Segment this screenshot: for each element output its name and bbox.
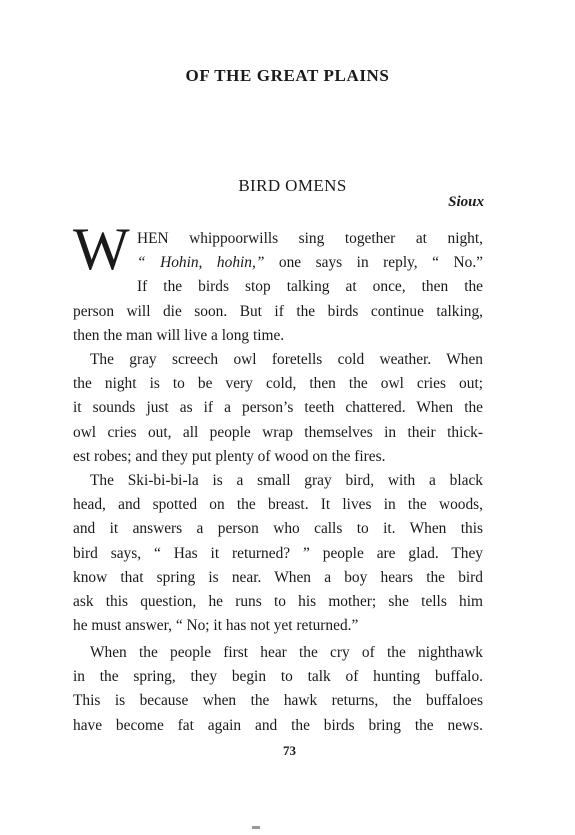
paragraph-3-line: head, and spotted on the breast. It lives in the woods, xyxy=(73,496,483,514)
scan-artifact-mark xyxy=(252,826,260,829)
paragraph-3-line: ask this question, he runs to his mother; she tells him xyxy=(73,592,483,610)
paragraph-4-line: When the people first hear the cry of the nighthawk xyxy=(90,644,483,661)
paragraph-3-line: The Ski-bi-bi-la is a small gray bird, with a black xyxy=(90,472,483,489)
paragraph-2-line: est robes; and they put plenty of wood on the fires. xyxy=(73,447,386,465)
paragraph-4-line: have become fat again and the birds bring the news. xyxy=(73,716,483,734)
paragraph-2 xyxy=(73,348,483,469)
paragraph-2-line: the night is to be very cold, then the owl cries out; xyxy=(73,375,483,393)
paragraph-3 xyxy=(73,469,483,638)
paragraph-1-line-3: If the birds stop talking at once, then the xyxy=(137,278,483,296)
quoted-call: “ Hohin, hohin,” xyxy=(137,254,265,272)
running-head: OF THE GREAT PLAINS xyxy=(185,66,390,85)
paragraph-4-line: This is because when the hawk returns, the buffaloes xyxy=(73,692,483,710)
paragraph-1-line-4: person will die soon. But if the birds continue talking, xyxy=(73,302,483,320)
paragraph-2-line: The gray screech owl foretells cold weather. When xyxy=(90,351,483,368)
paragraph-3-line: and it answers a person who calls to it. When this xyxy=(73,520,483,538)
paragraph-4 xyxy=(73,641,483,738)
paragraph-3-line: he must answer, “ No; it has not yet returned.” xyxy=(73,617,359,635)
paragraph-3-line: know that spring is near. When a boy hears the bird xyxy=(73,568,483,586)
paragraph-1-line-1: HEN whippoorwills sing together at night, xyxy=(137,230,483,247)
drop-cap: W xyxy=(73,216,130,282)
paragraph-3-line: bird says, “ Has it returned? ” people are glad. They xyxy=(73,544,483,562)
paragraph-2-line: it sounds just as if a person’s teeth chattered. When the xyxy=(73,399,483,417)
tribe-attribution: Sioux xyxy=(448,194,484,210)
paragraph-1-line-2-rest: one says in reply, “ No.” xyxy=(264,254,483,272)
paragraph-1 xyxy=(73,227,483,348)
page-number: 73 xyxy=(283,743,296,758)
story-title: BIRD OMENS xyxy=(238,176,347,195)
paragraph-1-line-2 xyxy=(73,251,483,275)
paragraph-4-line: in the spring, they begin to talk of hunting buffalo. xyxy=(73,668,483,686)
paragraph-1-line-5: then the man will live a long time. xyxy=(73,326,285,344)
paragraph-2-line: owl cries out, all people wrap themselves in their thick- xyxy=(73,423,483,441)
